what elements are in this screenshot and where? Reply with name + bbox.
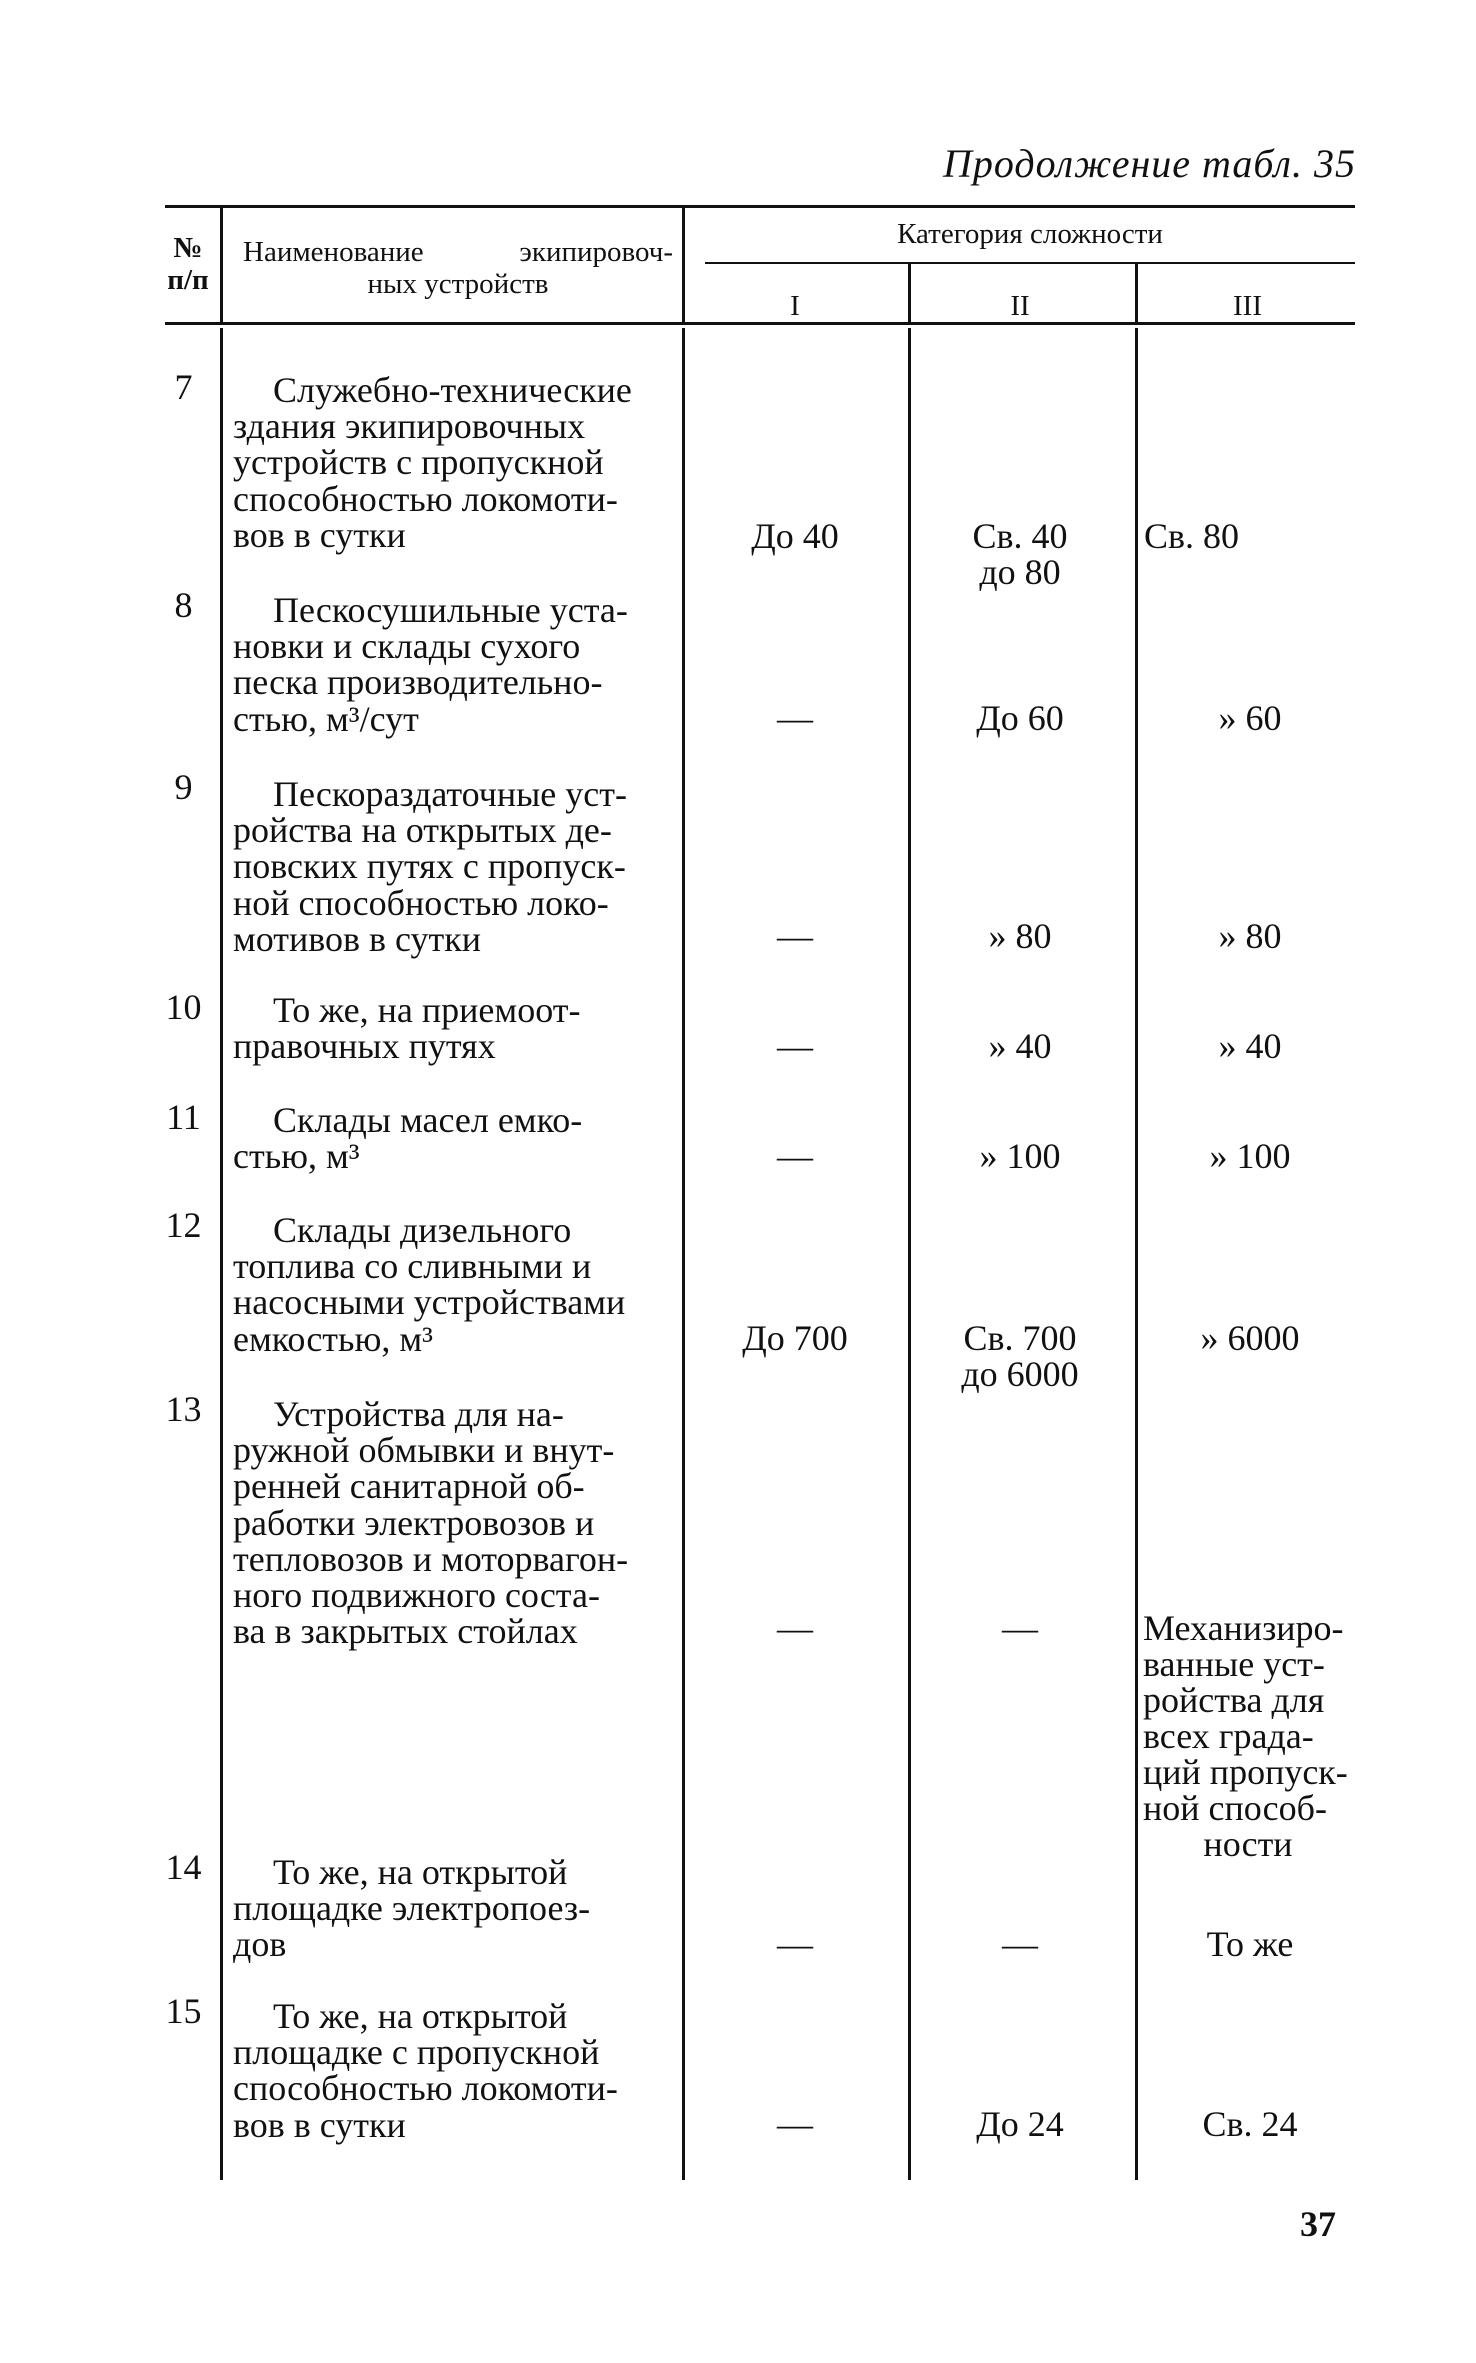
row-value-cat2: Св. 40 до 80 bbox=[972, 516, 1068, 592]
header-col-1: I bbox=[790, 290, 800, 322]
row-value-cat2: » 40 bbox=[988, 1026, 1052, 1066]
row-name: Устройства для на- ружной обмывки и внут- ренней санитарной об- работки электровозов и тепловозов и моторвагон- ного подвижного соста- ва в закрытых стойлах bbox=[233, 1394, 629, 1652]
row-value-cat3: » 6000 bbox=[1200, 1318, 1300, 1358]
row-number: 13 bbox=[165, 1389, 202, 1429]
row-name: То же, на приемоот- правочных путях bbox=[233, 990, 581, 1067]
header-bottom-rule bbox=[165, 322, 1355, 325]
row-number: 8 bbox=[174, 585, 193, 625]
header-no: № п/п bbox=[167, 232, 209, 296]
row-number: 11 bbox=[166, 1097, 201, 1137]
row-name: Пескораздаточные уст- ройства на открытых де- повских путях с пропуск- ной способностью локо- мотивов в сутки bbox=[233, 774, 627, 959]
row-value-cat2: » 100 bbox=[979, 1136, 1061, 1176]
page-number: 37 bbox=[1300, 2204, 1336, 2244]
header-col-3: III bbox=[1233, 290, 1262, 322]
row-number: 14 bbox=[165, 1847, 202, 1887]
row-value-cat2: До 24 bbox=[976, 2104, 1064, 2144]
row-value-cat1: — bbox=[777, 1924, 813, 1964]
row-value-cat1: До 700 bbox=[742, 1318, 848, 1358]
row-name: То же, на открытой площадке с пропускной способностью локомоти- вов в сутки bbox=[233, 1996, 618, 2145]
table-top-rule bbox=[165, 205, 1355, 208]
row-value-cat3: » 60 bbox=[1218, 698, 1282, 738]
row-value-cat2: Св. 700 до 6000 bbox=[961, 1318, 1079, 1394]
header-category: Категория сложности bbox=[897, 218, 1163, 250]
table-caption: Продолжение табл. 35 bbox=[942, 141, 1356, 186]
row-value-cat1: — bbox=[777, 2104, 813, 2144]
body-divider-2 bbox=[1135, 328, 1138, 2180]
row-value-cat3: » 100 bbox=[1209, 1136, 1291, 1176]
row-number: 10 bbox=[165, 987, 202, 1027]
row-number: 15 bbox=[165, 1991, 202, 2031]
category-underline bbox=[705, 262, 1355, 264]
row-value-cat1: — bbox=[777, 1136, 813, 1176]
row-value-cat1: — bbox=[777, 698, 813, 738]
header-name: Наименование экипировоч- ных устройств bbox=[243, 236, 673, 300]
row-value-cat3: То же bbox=[1206, 1924, 1294, 1964]
row-value-cat3: Механизиро- ванные уст- ройства для всех града- ций пропуск- ной способ- ности bbox=[1143, 1608, 1348, 1864]
row-value-cat1: — bbox=[777, 916, 813, 956]
row-name: Служебно-технические здания экипировочных устройств с пропускной способностью локомоти- вов в сутки bbox=[233, 370, 632, 555]
col-divider-no bbox=[220, 208, 223, 322]
row-value-cat1: До 40 bbox=[751, 516, 839, 556]
body-divider-name bbox=[682, 328, 685, 2180]
row-value-cat3: » 40 bbox=[1218, 1026, 1282, 1066]
row-number: 12 bbox=[165, 1205, 202, 1245]
col-divider-name bbox=[682, 208, 685, 322]
row-name: Склады масел емко- стью, м³ bbox=[233, 1100, 583, 1177]
header-col-2: II bbox=[1010, 290, 1030, 322]
row-value-cat2: До 60 bbox=[976, 698, 1064, 738]
row-number: 9 bbox=[174, 767, 193, 807]
row-value-cat3: » 80 bbox=[1218, 916, 1282, 956]
row-name: Пескосушильные уста- новки и склады сухого песка производительно- стью, м³/сут bbox=[233, 590, 628, 739]
row-value-cat3: Св. 80 bbox=[1144, 516, 1240, 556]
row-number: 7 bbox=[174, 367, 193, 407]
row-value-cat1: — bbox=[777, 1026, 813, 1066]
col-divider-1 bbox=[908, 264, 911, 322]
row-value-cat2: » 80 bbox=[988, 916, 1052, 956]
body-divider-no bbox=[220, 328, 223, 2180]
row-value-cat3: Св. 24 bbox=[1202, 2104, 1298, 2144]
row-value-cat1: — bbox=[777, 1608, 813, 1648]
row-name: То же, на открытой площадке электропоез- дов bbox=[233, 1852, 591, 1965]
row-name: Склады дизельного топлива со сливными и насосными устройствами емкостью, м³ bbox=[233, 1210, 626, 1359]
row-value-cat2: — bbox=[1002, 1608, 1038, 1648]
row-value-cat2: — bbox=[1002, 1924, 1038, 1964]
col-divider-2 bbox=[1135, 264, 1138, 322]
body-divider-1 bbox=[908, 328, 911, 2180]
